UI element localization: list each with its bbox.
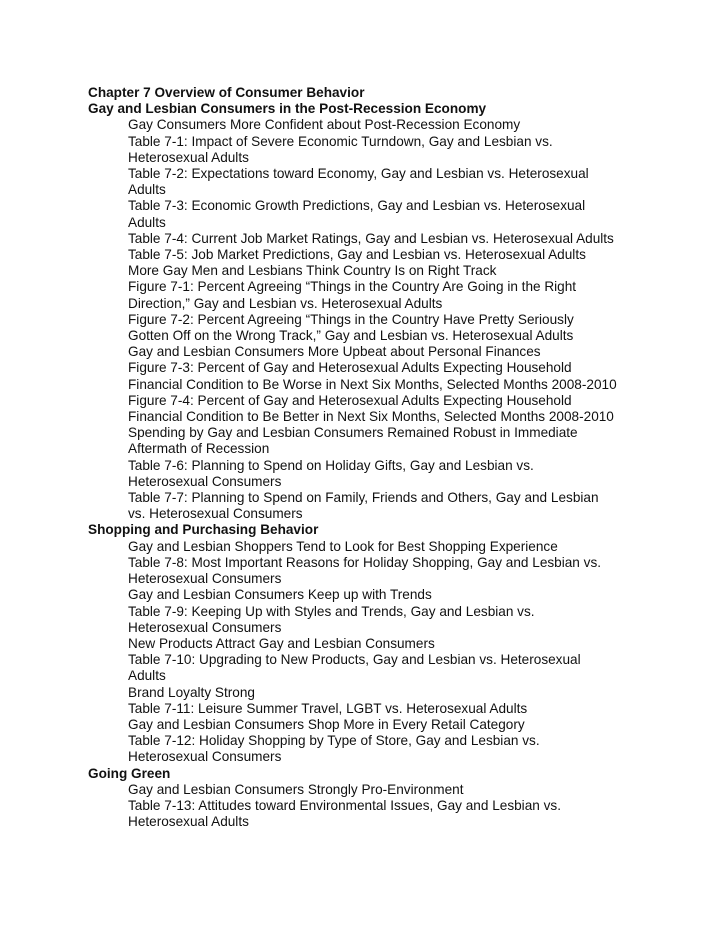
section-heading: Chapter 7 Overview of Consumer Behavior	[88, 85, 365, 100]
table-of-contents	[88, 85, 688, 830]
toc-entry: Aftermath of Recession	[128, 441, 270, 457]
toc-entry: Heterosexual Consumers	[128, 619, 282, 635]
toc-entry: Heterosexual Adults	[128, 814, 249, 830]
toc-entry: Gotten Off on the Wrong Track,” Gay and Lesbian vs. Heterosexual Adults	[128, 328, 574, 344]
toc-entry: New Products Attract Gay and Lesbian Consumers	[128, 635, 435, 651]
toc-entry: vs. Heterosexual Consumers	[128, 506, 303, 522]
toc-entry: Gay Consumers More Confident about Post-Recession Economy	[128, 117, 521, 133]
toc-entry: Gay and Lesbian Consumers Strongly Pro-Environment	[128, 781, 464, 797]
section-heading: Shopping and Purchasing Behavior	[88, 522, 319, 538]
toc-entry: Figure 7-4: Percent of Gay and Heterosexual Adults Expecting Household	[128, 392, 572, 408]
toc-entry: Gay and Lesbian Shoppers Tend to Look for Best Shopping Experience	[128, 538, 558, 554]
toc-entry: Table 7-13: Attitudes toward Environmental Issues, Gay and Lesbian vs.	[128, 797, 561, 813]
toc-entry: Gay and Lesbian Consumers Shop More in Every Retail Category	[128, 716, 525, 732]
toc-entry: Spending by Gay and Lesbian Consumers Remained Robust in Immediate	[128, 425, 578, 441]
toc-entry: Table 7-5: Job Market Predictions, Gay and Lesbian vs. Heterosexual Adults	[128, 247, 586, 263]
toc-entry: Heterosexual Consumers	[128, 473, 282, 489]
toc-entry: Financial Condition to Be Better in Next Six Months, Selected Months 2008-2010	[128, 409, 614, 425]
toc-entry: More Gay Men and Lesbians Think Country Is on Right Track	[128, 263, 497, 279]
toc-entry: Heterosexual Consumers	[128, 571, 282, 587]
toc-entry: Table 7-3: Economic Growth Predictions, Gay and Lesbian vs. Heterosexual	[128, 198, 586, 214]
toc-entry: Heterosexual Consumers	[128, 749, 282, 765]
toc-entry: Table 7-4: Current Job Market Ratings, Gay and Lesbian vs. Heterosexual Adults	[128, 230, 614, 246]
toc-entry: Adults	[128, 182, 166, 198]
toc-entry: Table 7-1: Impact of Severe Economic Turndown, Gay and Lesbian vs.	[128, 133, 553, 149]
toc-entry: Table 7-8: Most Important Reasons for Holiday Shopping, Gay and Lesbian vs.	[128, 554, 602, 570]
toc-entry: Table 7-12: Holiday Shopping by Type of Store, Gay and Lesbian vs.	[128, 733, 540, 749]
toc-entry: Financial Condition to Be Worse in Next Six Months, Selected Months 2008-2010	[128, 376, 617, 392]
toc-entry: Table 7-11: Leisure Summer Travel, LGBT vs. Heterosexual Adults	[128, 700, 528, 716]
section-heading: Going Green	[88, 765, 171, 781]
toc-entry: Direction,” Gay and Lesbian vs. Heterosexual Adults	[128, 295, 443, 311]
toc-entry: Table 7-6: Planning to Spend on Holiday Gifts, Gay and Lesbian vs.	[128, 457, 534, 473]
toc-entry: Gay and Lesbian Consumers More Upbeat about Personal Finances	[128, 344, 541, 360]
toc-entry: Table 7-7: Planning to Spend on Family, Friends and Others, Gay and Lesbian	[128, 490, 599, 506]
toc-entry: Adults	[128, 214, 166, 230]
toc-entry: Table 7-10: Upgrading to New Products, Gay and Lesbian vs. Heterosexual	[128, 652, 581, 668]
toc-entry: Gay and Lesbian Consumers Keep up with Trends	[128, 587, 432, 603]
toc-entry: Heterosexual Adults	[128, 149, 249, 165]
toc-entry: Adults	[128, 668, 166, 684]
toc-entry: Brand Loyalty Strong	[128, 684, 255, 700]
section-heading: Gay and Lesbian Consumers in the Post-Recession Economy	[88, 101, 487, 117]
toc-entry: Table 7-9: Keeping Up with Styles and Trends, Gay and Lesbian vs.	[128, 603, 535, 619]
toc-entry: Table 7-2: Expectations toward Economy, Gay and Lesbian vs. Heterosexual	[128, 166, 589, 182]
toc-entry: Figure 7-3: Percent of Gay and Heterosexual Adults Expecting Household	[128, 360, 572, 376]
toc-entry: Figure 7-2: Percent Agreeing “Things in the Country Have Pretty Seriously	[128, 311, 574, 327]
toc-entry: Figure 7-1: Percent Agreeing “Things in the Country Are Going in the Right	[128, 279, 577, 295]
